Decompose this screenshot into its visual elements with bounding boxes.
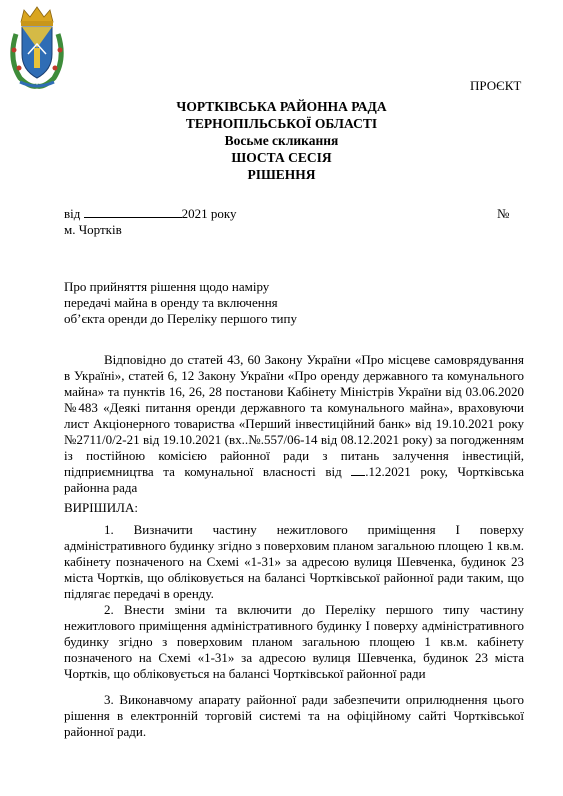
date-suffix: 2021 року bbox=[181, 206, 237, 221]
document-type: РІШЕННЯ bbox=[247, 167, 316, 182]
subject-line: об’єкта оренди до Переліку першого типу bbox=[64, 311, 297, 326]
number-sign: № bbox=[497, 206, 510, 221]
decision-item: 2. Внести зміни та включити до Переліку першого типу частину нежитлового приміщення адміністративного будинку І поверху адміністративного будинку згідно з поверховим планом загальною площею 1 кв.м. кабінету позначеного на Схемі «1-31» за адресою вулиця Шевченка, будинок 23 міста Чортків, що обліковується на балансі Чортківської районної ради bbox=[64, 602, 524, 681]
preamble-end: .12.2021 року, Чортківська районна рада bbox=[64, 464, 524, 495]
preamble-date-blank bbox=[351, 464, 365, 476]
council-name: ЧОРТКІВСЬКА РАЙОННА РАДА bbox=[176, 99, 387, 114]
date-line bbox=[64, 206, 237, 222]
decided-heading: ВИРІШИЛА: bbox=[64, 500, 138, 515]
city: м. Чортків bbox=[64, 222, 122, 237]
session-title: ШОСТА СЕСІЯ bbox=[231, 150, 332, 165]
draft-label: ПРОЄКТ bbox=[470, 78, 522, 93]
preamble bbox=[64, 352, 524, 496]
region-name: ТЕРНОПІЛЬСЬКОЇ ОБЛАСТІ bbox=[185, 116, 378, 131]
subject-line: передачі майна в оренду та включення bbox=[64, 295, 278, 310]
convocation: Восьме скликання bbox=[224, 133, 339, 148]
date-prefix: від bbox=[64, 206, 81, 221]
preamble-text: Відповідно до статей 43, 60 Закону України «Про місцеве самоврядування в Україні», статей 6, 12 Закону України «Про оренду державного та комунального майна» та пунктів 16, 26, 28 постанови Кабінету Міністрів України від 03.06.2020 №483 «Деякі питання оренди державного та комунального майна», враховуючи лист Акціонерного товариства «Перший інвестиційний банк» від 19.10.2021 року №2711/0/2-21 від 19.10.2021 (вх..№.557/06-14 від 08.12.2021 року) за погодженням із постійною комісією районної ради з питань залучення інвестицій, підприємництва та комунальної власності від bbox=[64, 352, 524, 479]
decision-item: 1. Визначити частину нежитлового приміщення І поверху адміністративного будинку згідно з поверховим планом загальною площею 1 кв.м. кабінету позначеного на Схемі «1-31» за адресою вулиця Шевченка, будинок 23 міста Чортків, що обліковується на балансі Чортківської районної ради таким, що підлягає передачі в оренду. bbox=[64, 522, 524, 601]
subject-line: Про прийняття рішення щодо наміру bbox=[64, 279, 270, 294]
date-blank bbox=[84, 206, 182, 218]
decision-item: 3. Виконавчому апарату районної ради забезпечити оприлюднення цього рішення в електронній торговій системі та на офіційному сайті Чортківської районної ради. bbox=[64, 692, 524, 739]
coat-of-arms-icon bbox=[6, 4, 68, 90]
